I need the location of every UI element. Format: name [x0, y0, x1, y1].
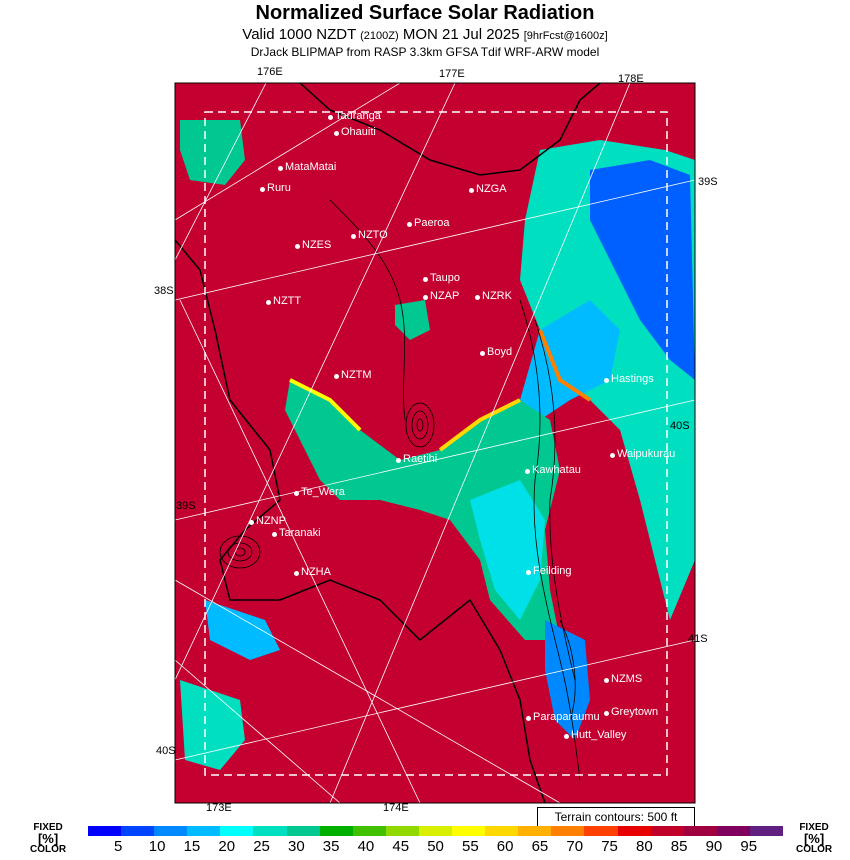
- place-dot: [423, 295, 428, 300]
- place-dot: [334, 131, 339, 136]
- place-label: Hastings: [611, 373, 654, 385]
- place-dot: [278, 166, 283, 171]
- colorbar-tick: 75: [601, 838, 618, 855]
- colorbar-swatch: [353, 826, 386, 836]
- color-label: COLOR: [796, 844, 833, 855]
- lon-label-177e: 177E: [439, 68, 465, 80]
- place-dot: [249, 520, 254, 525]
- colorbar-swatch: [584, 826, 617, 836]
- colorbar-swatch: [187, 826, 220, 836]
- percent-label: [%]: [803, 831, 825, 846]
- place-dot: [407, 222, 412, 227]
- place-dot: [294, 491, 299, 496]
- colorbar-swatch: [684, 826, 717, 836]
- lon-label-178e: 178E: [618, 73, 644, 85]
- terrain-contour-note: Terrain contours: 500 ft: [537, 807, 695, 827]
- place-label: Tauranga: [335, 110, 381, 122]
- colorbar-tick: 45: [392, 838, 410, 855]
- colorbar-tick: 50: [427, 838, 444, 855]
- colorbar-tick: 55: [462, 838, 479, 855]
- colorbar-tick: 85: [670, 838, 688, 855]
- valid-utc: (2100Z): [360, 30, 399, 42]
- place-dot: [604, 678, 609, 683]
- colorbar-tick: 20: [218, 838, 236, 855]
- lat-label-39s-left: 39S: [176, 500, 196, 512]
- place-dot: [604, 378, 609, 383]
- place-label: NZTM: [341, 369, 372, 381]
- lon-label-174e: 174E: [383, 802, 409, 814]
- place-label: Hutt_Valley: [571, 729, 627, 741]
- place-label: NZHA: [301, 566, 331, 578]
- place-label: Greytown: [611, 706, 659, 718]
- map-title: Normalized Surface Solar Radiation: [255, 2, 595, 24]
- forecast-info: [9hrFcst@1600z]: [523, 30, 608, 42]
- place-dot: [266, 300, 271, 305]
- map-field: [175, 83, 695, 803]
- place-label: Kawhatau: [532, 464, 581, 476]
- lat-label-38s: 38S: [154, 285, 174, 297]
- colorbar-tick: 60: [496, 838, 514, 855]
- place-label: Ohauiti: [341, 126, 376, 138]
- colorbar-fixed-left: [30, 822, 66, 855]
- colorbar: [88, 826, 783, 836]
- place-label: NZAP: [430, 290, 460, 302]
- place-label: Raetihi: [403, 453, 438, 465]
- place-dot: [564, 734, 569, 739]
- place-dot: [610, 453, 615, 458]
- place-label: Boyd: [487, 346, 513, 358]
- place-dot: [328, 115, 333, 120]
- colorbar-tick: 30: [288, 838, 305, 855]
- place-dot: [396, 458, 401, 463]
- place-dot: [526, 570, 531, 575]
- place-label: NZGA: [476, 183, 507, 195]
- place-label: Ruru: [267, 182, 291, 194]
- colorbar-tick: 90: [705, 838, 723, 855]
- valid-prefix: Valid 1000 NZDT: [242, 26, 356, 43]
- colorbar-tick: 35: [322, 838, 340, 855]
- place-dot: [469, 188, 474, 193]
- lon-label-176e: 176E: [257, 66, 283, 78]
- place-dot: [351, 234, 356, 239]
- colorbar-tick: 70: [566, 838, 584, 855]
- place-dot: [480, 351, 485, 356]
- fixed-label: FIXED: [799, 822, 829, 833]
- place-label: MataMatai: [285, 161, 337, 173]
- colorbar-swatch: [518, 826, 551, 836]
- colorbar-tick: 95: [740, 838, 758, 855]
- place-label: Taupo: [430, 272, 460, 284]
- place-label: NZRK: [482, 290, 512, 302]
- lat-label-39s-right: 39S: [698, 176, 718, 188]
- place-dot: [423, 277, 428, 282]
- place-label: NZNP: [256, 515, 286, 527]
- place-label: NZMS: [611, 673, 643, 685]
- lat-label-40s-left: 40S: [156, 745, 176, 757]
- place-dot: [334, 374, 339, 379]
- place-label: Waipukurau: [617, 448, 676, 460]
- lat-label-40s-right: 40S: [670, 420, 690, 432]
- model-info: DrJack BLIPMAP from RASP 3.3km GFSA Tdif WRF-ARW model: [250, 45, 600, 59]
- place-dot: [525, 469, 530, 474]
- lat-label-41s: 41S: [688, 633, 708, 645]
- fixed-label: FIXED: [33, 822, 63, 833]
- place-dot: [604, 711, 609, 716]
- place-label: Paraparaumu: [533, 711, 600, 723]
- colorbar-swatch: [121, 826, 154, 836]
- place-label: NZTT: [273, 295, 302, 307]
- colorbar-swatch: [220, 826, 253, 836]
- colorbar-swatch: [717, 826, 750, 836]
- percent-label: [%]: [37, 831, 59, 846]
- colorbar-tick: 80: [636, 838, 653, 855]
- colorbar-tick: 5: [114, 838, 123, 855]
- color-label: COLOR: [30, 844, 67, 855]
- colorbar-swatch: [287, 826, 320, 836]
- colorbar-swatch: [551, 826, 584, 836]
- colorbar-tick: 40: [357, 838, 375, 855]
- colorbar-swatch: [485, 826, 518, 836]
- place-label: Feilding: [533, 565, 572, 577]
- colorbar-swatch: [386, 826, 419, 836]
- colorbar-tick: 25: [253, 838, 270, 855]
- place-label: NZTO: [358, 229, 388, 241]
- colorbar-swatch: [154, 826, 187, 836]
- place-dot: [294, 571, 299, 576]
- colorbar-swatch: [452, 826, 485, 836]
- place-dot: [295, 244, 300, 249]
- place-dot: [272, 532, 277, 537]
- colorbar-swatch: [651, 826, 684, 836]
- place-label: Taranaki: [279, 527, 321, 539]
- place-dot: [526, 716, 531, 721]
- place-dot: [475, 295, 480, 300]
- place-label: NZES: [302, 239, 332, 251]
- place-dot: [260, 187, 265, 192]
- colorbar-swatch: [320, 826, 353, 836]
- colorbar-swatch: [253, 826, 286, 836]
- colorbar-swatch: [88, 826, 121, 836]
- colorbar-swatch: [618, 826, 651, 836]
- valid-date: MON 21 Jul 2025: [402, 26, 520, 43]
- colorbar-fixed-right: [796, 822, 832, 855]
- colorbar-swatch: [419, 826, 452, 836]
- colorbar-tick: 15: [183, 838, 201, 855]
- colorbar-swatch: [750, 826, 783, 836]
- colorbar-tick: 65: [531, 838, 549, 855]
- place-label: Paeroa: [414, 217, 450, 229]
- lon-label-173e: 173E: [206, 802, 232, 814]
- colorbar-tick: 10: [148, 838, 166, 855]
- place-label: Te_Wera: [301, 486, 345, 498]
